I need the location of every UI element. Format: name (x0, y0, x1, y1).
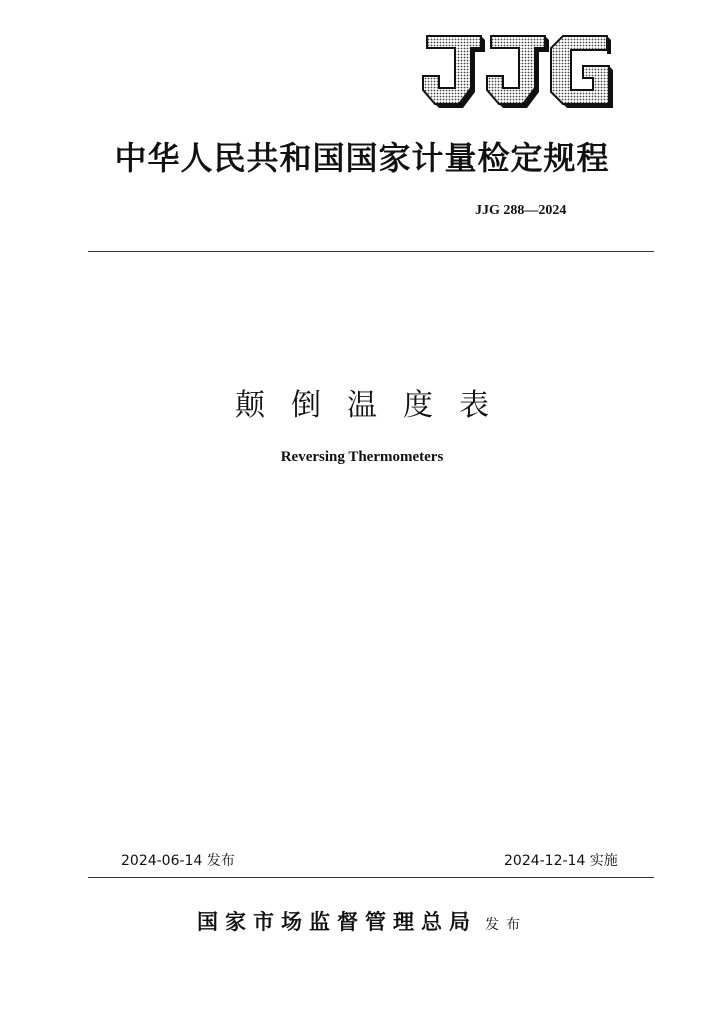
top-divider (88, 251, 654, 252)
document-title-chinese: 颠倒温度表 (235, 388, 515, 423)
bottom-divider (88, 877, 654, 878)
publisher-name: 国家市场监督管理总局 (197, 909, 477, 934)
regulation-series-title: 中华人民共和国国家计量检定规程 (114, 139, 610, 177)
standard-code: JJG 288—2024 (475, 203, 567, 218)
issue-date: 2024-06-14 发布 (121, 853, 235, 869)
document-title-english: Reversing Thermometers (280, 449, 444, 465)
jjg-logo-icon (421, 32, 616, 110)
effective-date: 2024-12-14 实施 (504, 853, 618, 869)
publish-action: 发布 (485, 917, 527, 933)
publisher-line (0, 906, 724, 936)
